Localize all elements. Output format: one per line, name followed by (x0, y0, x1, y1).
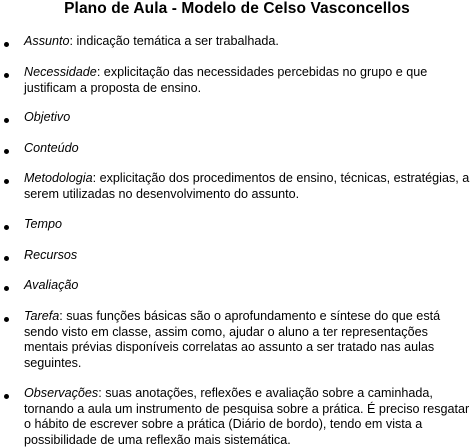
bullet-icon (4, 394, 9, 399)
list-item-necessidade (24, 65, 472, 96)
item-text: : suas funções básicas são o aprofundamento e síntese do que está sendo visto em classe, assim como, ajudar o aluno a ter representações mentais prévias disponíveis correlatas ao assunto a ser tratado nas aulas seguintes. (24, 309, 441, 370)
list-item-tempo (24, 217, 472, 233)
item-text: : indicação temática a ser trabalhada. (69, 34, 279, 48)
item-term: Tempo (24, 217, 63, 231)
bullet-icon (4, 73, 9, 78)
item-text: : explicitação dos procedimentos de ensino, técnicas, estratégias, a serem utilizadas no desenvolvimento do assunto. (24, 171, 470, 201)
list-item-assunto (24, 34, 472, 50)
list-item-observacoes (24, 386, 472, 448)
item-term: Observações (24, 386, 99, 400)
bullet-icon (4, 179, 9, 184)
bullet-icon (4, 317, 9, 322)
bullet-icon (4, 256, 9, 261)
item-term: Necessidade (24, 65, 97, 79)
item-term: Objetivo (24, 110, 71, 124)
list-item-recursos (24, 248, 472, 264)
list-item-metodologia (24, 171, 472, 202)
item-term: Metodologia (24, 171, 93, 185)
bullet-icon (4, 225, 9, 230)
item-term: Avaliação (24, 278, 79, 292)
list-item-objetivo (24, 110, 472, 126)
bullet-icon (4, 118, 9, 123)
document-title: Plano de Aula - Modelo de Celso Vasconcellos (64, 0, 410, 17)
list-item-tarefa (24, 309, 472, 371)
item-term: Conteúdo (24, 141, 79, 155)
item-text: : suas anotações, reflexões e avaliação sobre a caminhada, tornando a aula um instrumento de pesquisa sobre a prática. É preciso resgatar o hábito de escrever sobre a prática (Diário de bordo), tendo em vista a possibilidade de uma reflexão mais sistemática. (24, 386, 470, 447)
item-term: Assunto (24, 34, 70, 48)
item-term: Recursos (24, 248, 78, 262)
bullet-icon (4, 149, 9, 154)
bullet-icon (4, 286, 9, 291)
item-text: : explicitação das necessidades percebidas no grupo e que justificam a proposta de ensino. (24, 65, 428, 95)
bullet-icon (4, 42, 9, 47)
item-term: Tarefa (24, 309, 60, 323)
list-item-conteudo (24, 141, 472, 157)
list-item-avaliacao (24, 278, 472, 294)
